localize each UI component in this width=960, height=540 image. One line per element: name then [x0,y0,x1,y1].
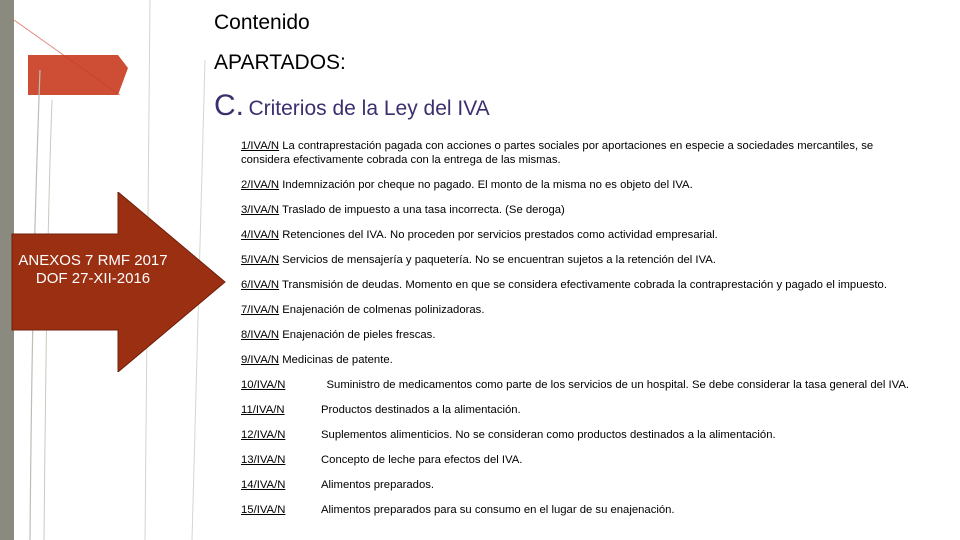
page-title: Contenido [214,11,310,34]
item-text: Enajenación de pieles frescas. [282,329,436,341]
item-code: 4/IVA/N [241,229,280,241]
item-code: 9/IVA/N [241,354,280,366]
item-text: Servicios de mensajería y paquetería. No se encuentran sujetos a la retención del IVA. [282,254,716,266]
list-item [241,403,911,417]
list-item [241,378,911,392]
item-code: 10/IVA/N [241,379,286,391]
item-code: 13/IVA/N [241,454,286,466]
item-text: Alimentos preparados para su consumo en el lugar de su enajenación. [321,504,675,516]
item-text: Indemnización por cheque no pagado. El monto de la misma no es objeto del IVA. [282,179,693,191]
subsection-title: Criterios de la Ley del IVA [248,97,490,120]
subsection-heading [214,89,490,123]
list-item [241,503,911,517]
item-code: 2/IVA/N [241,179,280,191]
list-item [241,303,911,317]
list-item [241,328,911,342]
item-code: 15/IVA/N [241,504,286,516]
list-item [241,428,911,442]
list-item [241,253,911,267]
item-code: 7/IVA/N [241,304,280,316]
list-item [241,353,911,367]
item-text: Suplementos alimenticios. No se consideran como productos destinados a la alimentación. [321,429,776,441]
red-accent-shape [28,55,128,95]
section-heading: APARTADOS: [214,51,346,74]
item-text: Enajenación de colmenas polinizadoras. [282,304,485,316]
item-text: Medicinas de patente. [282,354,393,366]
item-code: 1/IVA/N [241,140,280,152]
callout-arrow [10,192,230,372]
list-item [241,139,911,167]
callout-text: ANEXOS 7 RMF 2017 DOF 27-XII-2016 [18,252,168,287]
subsection-letter: C. [214,89,244,122]
item-code: 12/IVA/N [241,429,286,441]
list-item [241,203,911,217]
list-item [241,228,911,242]
list-item [241,278,911,292]
item-code: 8/IVA/N [241,329,280,341]
item-text: Suministro de medicamentos como parte de los servicios de un hospital. Se debe considerar la tasa general del IVA. [326,379,910,391]
list-item [241,178,911,192]
item-code: 14/IVA/N [241,479,286,491]
list-item [241,453,911,467]
item-text: Productos destinados a la alimentación. [321,404,521,416]
item-text: Concepto de leche para efectos del IVA. [321,454,523,466]
item-code: 3/IVA/N [241,204,280,216]
item-code: 11/IVA/N [241,404,285,416]
item-code: 6/IVA/N [241,279,280,291]
item-text: La contraprestación pagada con acciones o partes sociales por aportaciones en especie a sociedades mercantiles, se considera efectivamente cobrada con la entrega de las mismas. [241,140,874,166]
list-item [241,478,911,492]
item-code: 5/IVA/N [241,254,280,266]
item-text: Transmisión de deudas. Momento en que se considera efectivamente cobrada la contraprestación y pagado el impuesto. [282,279,887,291]
item-text: Traslado de impuesto a una tasa incorrecta. (Se deroga) [282,204,565,216]
criteria-list [241,139,911,528]
item-text: Retenciones del IVA. No proceden por servicios prestados como actividad empresarial. [282,229,718,241]
item-text: Alimentos preparados. [321,479,435,491]
